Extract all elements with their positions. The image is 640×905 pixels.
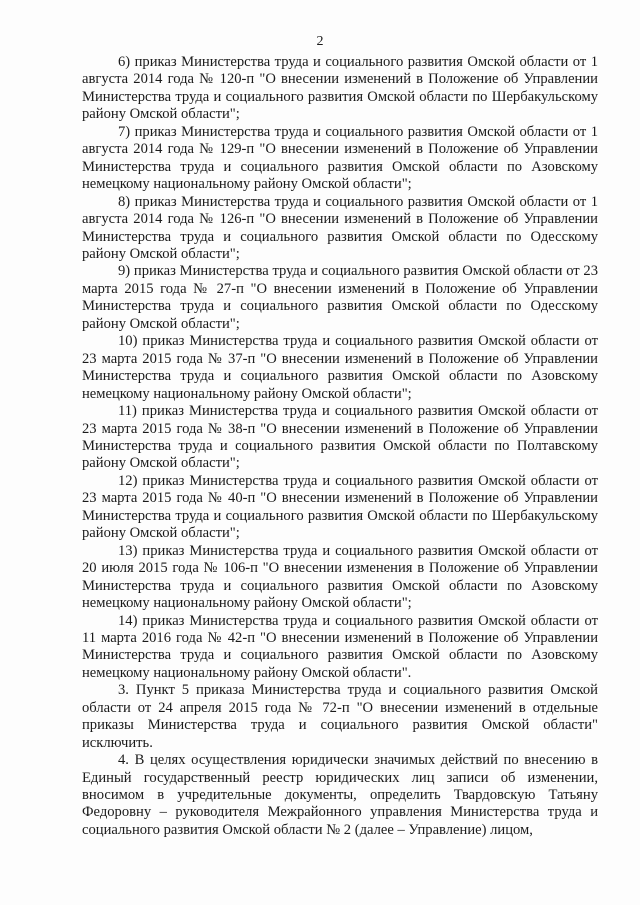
page-number: 2 (316, 34, 324, 49)
list-item-12: 12) приказ Министерства труда и социального развития Омской области от 23 марта 2015 года № 40-п "О внесении изменений в Положение об Управлении Министерства труда и социального развития Омской области по Шербакульскому району Омской области"; (82, 472, 598, 542)
list-item-9: 9) приказ Министерства труда и социального развития Омской области от 23 марта 2015 года № 27-п "О внесении изменений в Положение об Управлении Министерства труда и социального развития Омской области по Одесскому району Омской области"; (82, 263, 598, 332)
list-item-11: 11) приказ Министерства труда и социального развития Омской области от 23 марта 2015 года № 38-п "О внесении изменений в Положение об Управлении Министерства труда и социального развития Омской области по Полтавскому району Омской области"; (82, 403, 598, 472)
document-body (82, 54, 598, 839)
list-item-8: 8) приказ Министерства труда и социального развития Омской области от 1 августа 2014 года № 126-п "О внесении изменений в Положение об Управлении Министерства труда и социального развития Омской области по Одесскому району Омской области"; (82, 193, 598, 262)
clause-4: 4. В целях осуществления юридически значимых действий по внесению в Единый государственный реестр юридических лиц записи об изменении, вносимом в учредительные документы, определить Твардовскую Татьяну Федоровну – руководителя Межрайонного управления Министерства труда и социального развития Омской области № 2 (далее – Управление) лицом, (82, 752, 598, 838)
list-item-6: 6) приказ Министерства труда и социального развития Омской области от 1 августа 2014 года № 120-п "О внесении изменений в Положение об Управлении Министерства труда и социального развития Омской области по Шербакульскому району Омской области"; (82, 54, 598, 123)
list-item-14: 14) приказ Министерства труда и социального развития Омской области от 11 марта 2016 года № 42-п "О внесении изменений в Положение об Управлении Министерства труда и социального развития Омской области по Азовскому немецкому национальному району Омской области". (82, 612, 598, 681)
clause-3: 3. Пункт 5 приказа Министерства труда и социального развития Омской области от 24 апреля 2015 года № 72-п "О внесении изменений в отдельные приказы Министерства труда и социального развития Омской области" исключить. (82, 682, 598, 751)
list-item-13: 13) приказ Министерства труда и социального развития Омской области от 20 июля 2015 года № 106-п "О внесении изменения в Положение об Управлении Министерства труда и социального развития Омской области по Азовскому немецкому национальному району Омской области"; (82, 542, 598, 612)
list-item-7: 7) приказ Министерства труда и социального развития Омской области от 1 августа 2014 года № 129-п "О внесении изменений в Положение об Управлении Министерства труда и социального развития Омской области по Азовскому немецкому национальному району Омской области"; (82, 123, 598, 193)
list-item-10: 10) приказ Министерства труда и социального развития Омской области от 23 марта 2015 года № 37-п "О внесении изменений в Положение об Управлении Министерства труда и социального развития Омской области по Азовскому немецкому национальному району Омской области"; (82, 333, 598, 402)
